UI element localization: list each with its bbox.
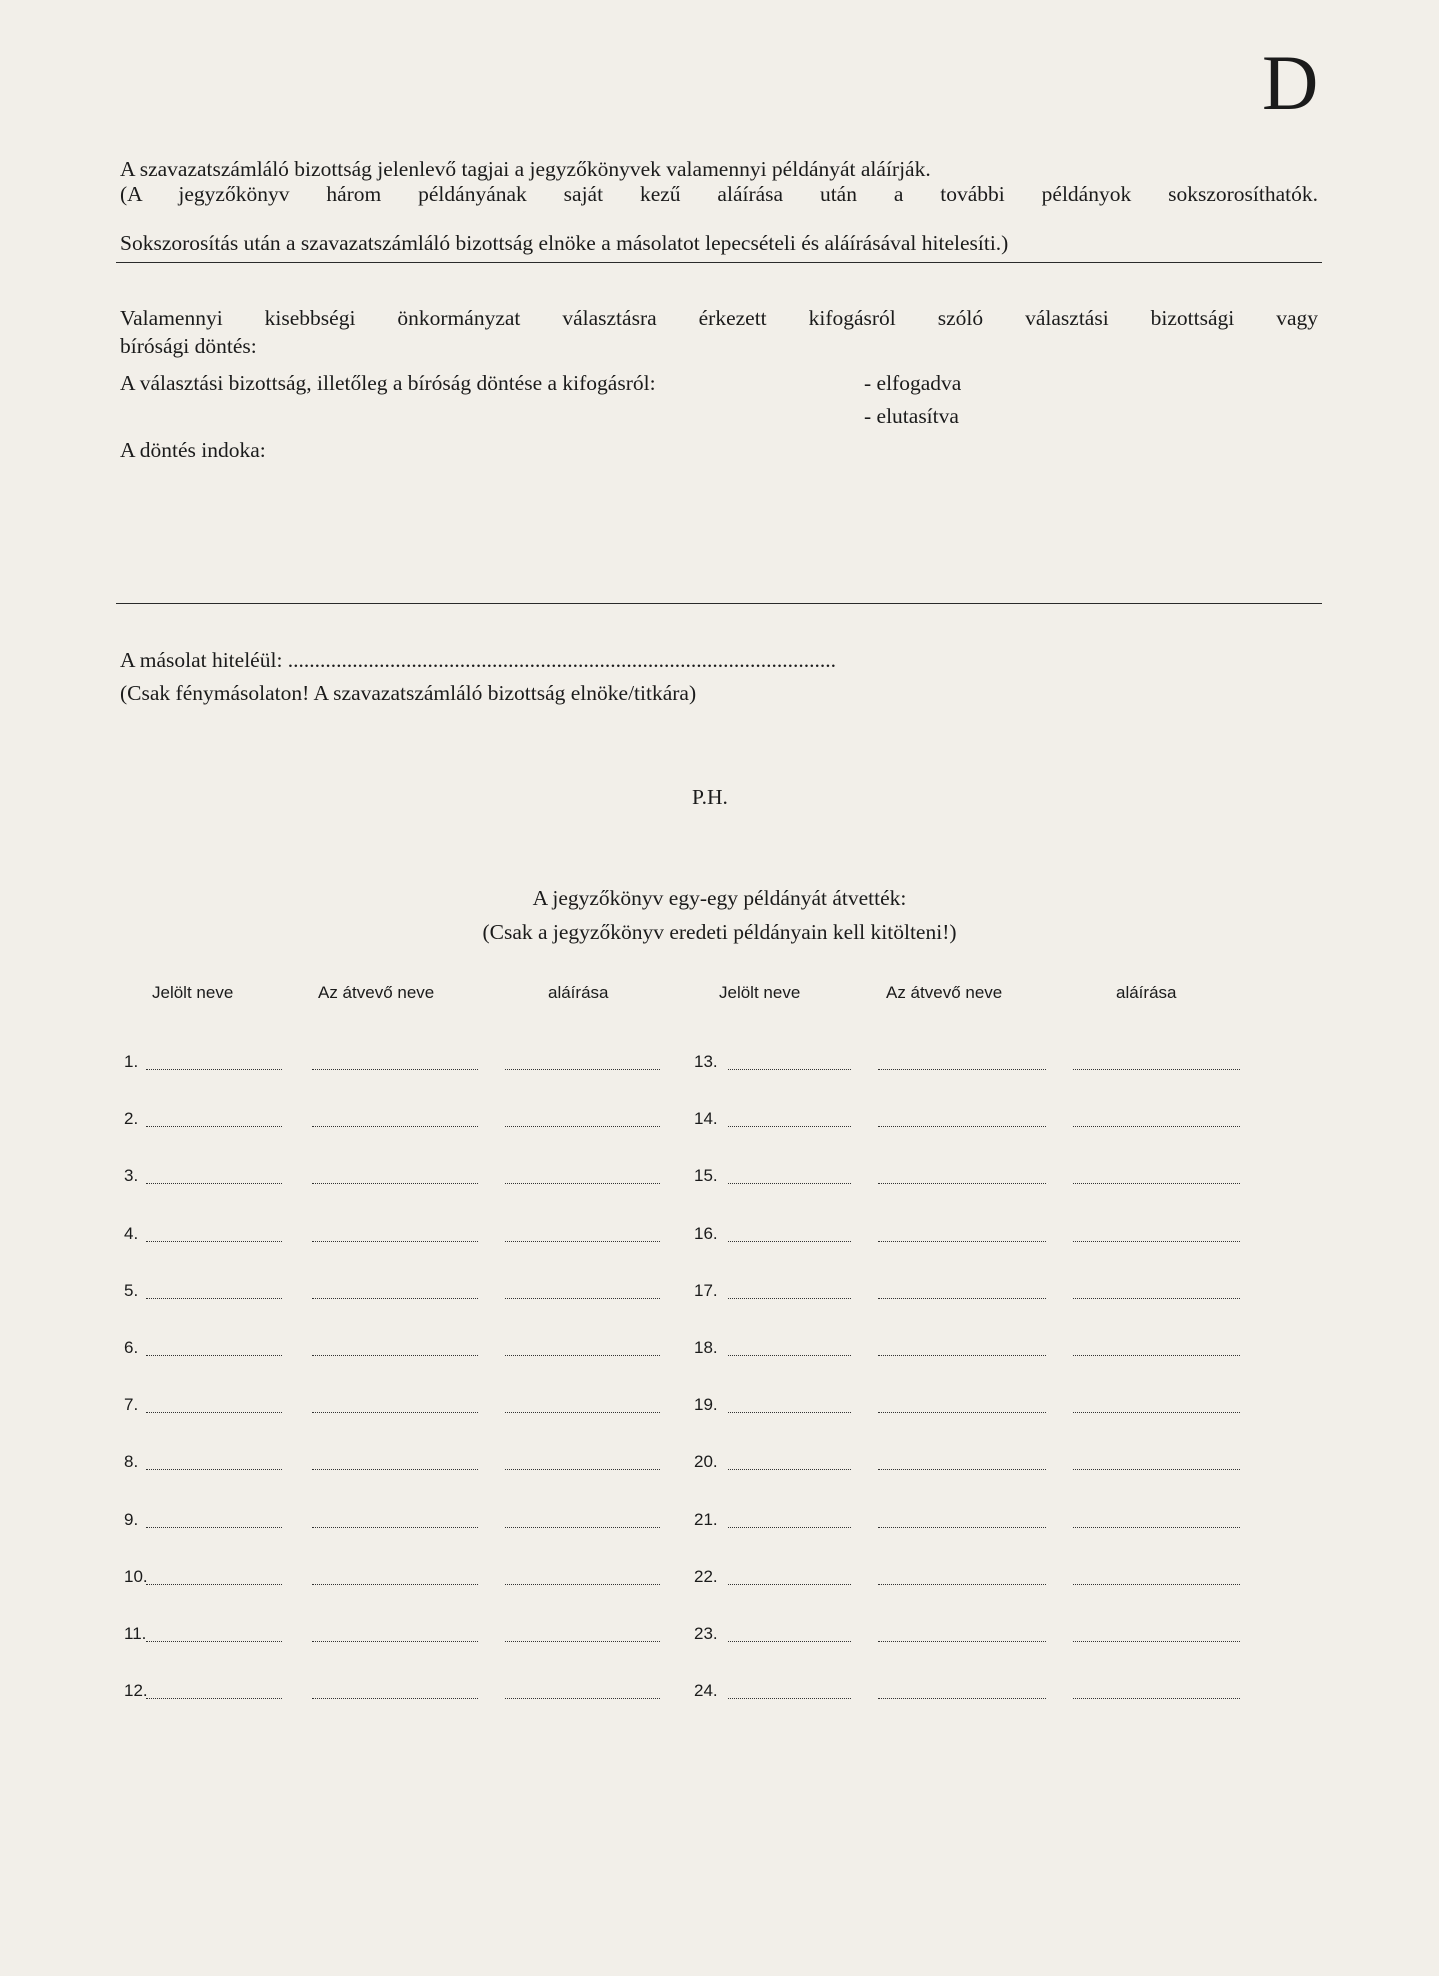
row-number: 13. bbox=[694, 1052, 718, 1071]
col-candidate-name: Jelölt neve bbox=[719, 983, 801, 1002]
signature-field[interactable] bbox=[1073, 1698, 1240, 1699]
row-number: 12. bbox=[124, 1681, 148, 1700]
signature-field[interactable] bbox=[1073, 1412, 1240, 1413]
signature-field[interactable] bbox=[1073, 1126, 1240, 1127]
intro-line-2: (A jegyzőkönyv három példányának saját kezű aláírása után a további példányok sokszorosíthatók. bbox=[120, 182, 1318, 206]
candidate-name-field[interactable] bbox=[728, 1412, 851, 1413]
receipt-subheading: (Csak a jegyzőkönyv eredeti példányain kell kitölteni!) bbox=[482, 920, 957, 944]
table-row bbox=[0, 1281, 1439, 1303]
recipient-name-field[interactable] bbox=[878, 1126, 1046, 1127]
candidate-name-field[interactable] bbox=[728, 1298, 851, 1299]
signature-field[interactable] bbox=[1073, 1527, 1240, 1528]
row-number: 3. bbox=[124, 1166, 139, 1185]
row-number: 21. bbox=[694, 1510, 718, 1529]
recipient-name-field[interactable] bbox=[878, 1183, 1046, 1184]
row-number: 5. bbox=[124, 1281, 139, 1300]
table-row bbox=[0, 1567, 1439, 1589]
objection-line-2: bírósági döntés: bbox=[120, 334, 257, 358]
intro-line-1: A szavazatszámláló bizottság jelenlevő tagjai a jegyzőkönyvek valamennyi példányát aláírják. bbox=[120, 157, 931, 181]
table-row bbox=[0, 1224, 1439, 1246]
row-number: 16. bbox=[694, 1224, 718, 1243]
section-divider bbox=[116, 262, 1322, 263]
row-number: 20. bbox=[694, 1452, 718, 1471]
signature-field[interactable] bbox=[1073, 1069, 1240, 1070]
candidate-name-field[interactable] bbox=[728, 1126, 851, 1127]
col-recipient-name: Az átvevő neve bbox=[318, 983, 435, 1002]
row-number: 14. bbox=[694, 1109, 718, 1128]
form-letter: D bbox=[1262, 39, 1319, 126]
candidate-name-field[interactable] bbox=[728, 1469, 851, 1470]
signature-field[interactable] bbox=[1073, 1355, 1240, 1356]
recipient-name-field[interactable] bbox=[878, 1069, 1046, 1070]
candidate-name-field[interactable] bbox=[728, 1183, 851, 1184]
stamp-place: P.H. bbox=[692, 785, 728, 809]
row-number: 8. bbox=[124, 1452, 139, 1471]
signature-field[interactable] bbox=[1073, 1183, 1240, 1184]
recipient-name-field[interactable] bbox=[878, 1641, 1046, 1642]
recipient-name-field[interactable] bbox=[878, 1469, 1046, 1470]
col-candidate-name: Jelölt neve bbox=[152, 983, 234, 1002]
objection-line-1: Valamennyi kisebbségi önkormányzat választásra érkezett kifogásról szóló választási bizottsági vagy bbox=[120, 306, 1318, 330]
row-number: 1. bbox=[124, 1052, 139, 1071]
table-row bbox=[0, 1510, 1439, 1532]
recipient-name-field[interactable] bbox=[878, 1412, 1046, 1413]
receipt-heading: A jegyzőkönyv egy-egy példányát átvették: bbox=[532, 886, 907, 910]
col-recipient-name: Az átvevő neve bbox=[886, 983, 1003, 1002]
candidate-name-field[interactable] bbox=[728, 1584, 851, 1585]
table-row bbox=[0, 1395, 1439, 1417]
recipient-name-field[interactable] bbox=[878, 1298, 1046, 1299]
row-number: 11. bbox=[124, 1624, 147, 1643]
intro-line-3: Sokszorosítás után a szavazatszámláló bizottság elnöke a másolatot lepecsételi és aláírásával hitelesíti.) bbox=[120, 231, 1009, 255]
candidate-name-field[interactable] bbox=[728, 1641, 851, 1642]
recipient-name-field[interactable] bbox=[878, 1527, 1046, 1528]
recipient-name-field[interactable] bbox=[878, 1698, 1046, 1699]
row-number: 24. bbox=[694, 1681, 718, 1700]
option-rejected[interactable]: - elutasítva bbox=[864, 404, 959, 428]
row-number: 9. bbox=[124, 1510, 139, 1529]
col-signature: aláírása bbox=[548, 983, 609, 1002]
candidate-name-field[interactable] bbox=[728, 1069, 851, 1070]
table-row bbox=[0, 1338, 1439, 1360]
reason-label: A döntés indoka: bbox=[120, 438, 266, 462]
table-row bbox=[0, 1109, 1439, 1131]
table-row bbox=[0, 1052, 1439, 1074]
candidate-name-field[interactable] bbox=[728, 1241, 851, 1242]
signature-field[interactable] bbox=[1073, 1641, 1240, 1642]
signature-field[interactable] bbox=[1073, 1241, 1240, 1242]
row-number: 15. bbox=[694, 1166, 718, 1185]
row-number: 22. bbox=[694, 1567, 718, 1586]
signature-field[interactable] bbox=[1073, 1469, 1240, 1470]
certification-note: (Csak fénymásolaton! A szavazatszámláló bizottság elnöke/titkára) bbox=[120, 681, 697, 705]
candidate-name-field[interactable] bbox=[728, 1527, 851, 1528]
col-signature: aláírása bbox=[1116, 983, 1177, 1002]
decision-label: A választási bizottság, illetőleg a bíróság döntése a kifogásról: bbox=[120, 371, 656, 395]
recipient-name-field[interactable] bbox=[878, 1241, 1046, 1242]
table-row bbox=[0, 1452, 1439, 1474]
row-number: 10. bbox=[124, 1567, 148, 1586]
recipient-name-field[interactable] bbox=[878, 1584, 1046, 1585]
table-row bbox=[0, 1166, 1439, 1188]
row-number: 6. bbox=[124, 1338, 139, 1357]
signature-field[interactable] bbox=[1073, 1298, 1240, 1299]
row-number: 23. bbox=[694, 1624, 718, 1643]
row-number: 18. bbox=[694, 1338, 718, 1357]
section-divider bbox=[116, 603, 1322, 604]
row-number: 4. bbox=[124, 1224, 139, 1243]
recipient-name-field[interactable] bbox=[878, 1355, 1046, 1356]
candidate-name-field[interactable] bbox=[728, 1698, 851, 1699]
row-number: 17. bbox=[694, 1281, 718, 1300]
signature-field[interactable] bbox=[1073, 1584, 1240, 1585]
certification-label[interactable]: A másolat hiteléül: ...................................................................................................... bbox=[120, 648, 837, 672]
option-accepted[interactable]: - elfogadva bbox=[864, 371, 962, 395]
row-number: 19. bbox=[694, 1395, 718, 1414]
row-number: 7. bbox=[124, 1395, 139, 1414]
row-number: 2. bbox=[124, 1109, 139, 1128]
table-row bbox=[0, 1624, 1439, 1646]
table-row bbox=[0, 1681, 1439, 1703]
candidate-name-field[interactable] bbox=[728, 1355, 851, 1356]
